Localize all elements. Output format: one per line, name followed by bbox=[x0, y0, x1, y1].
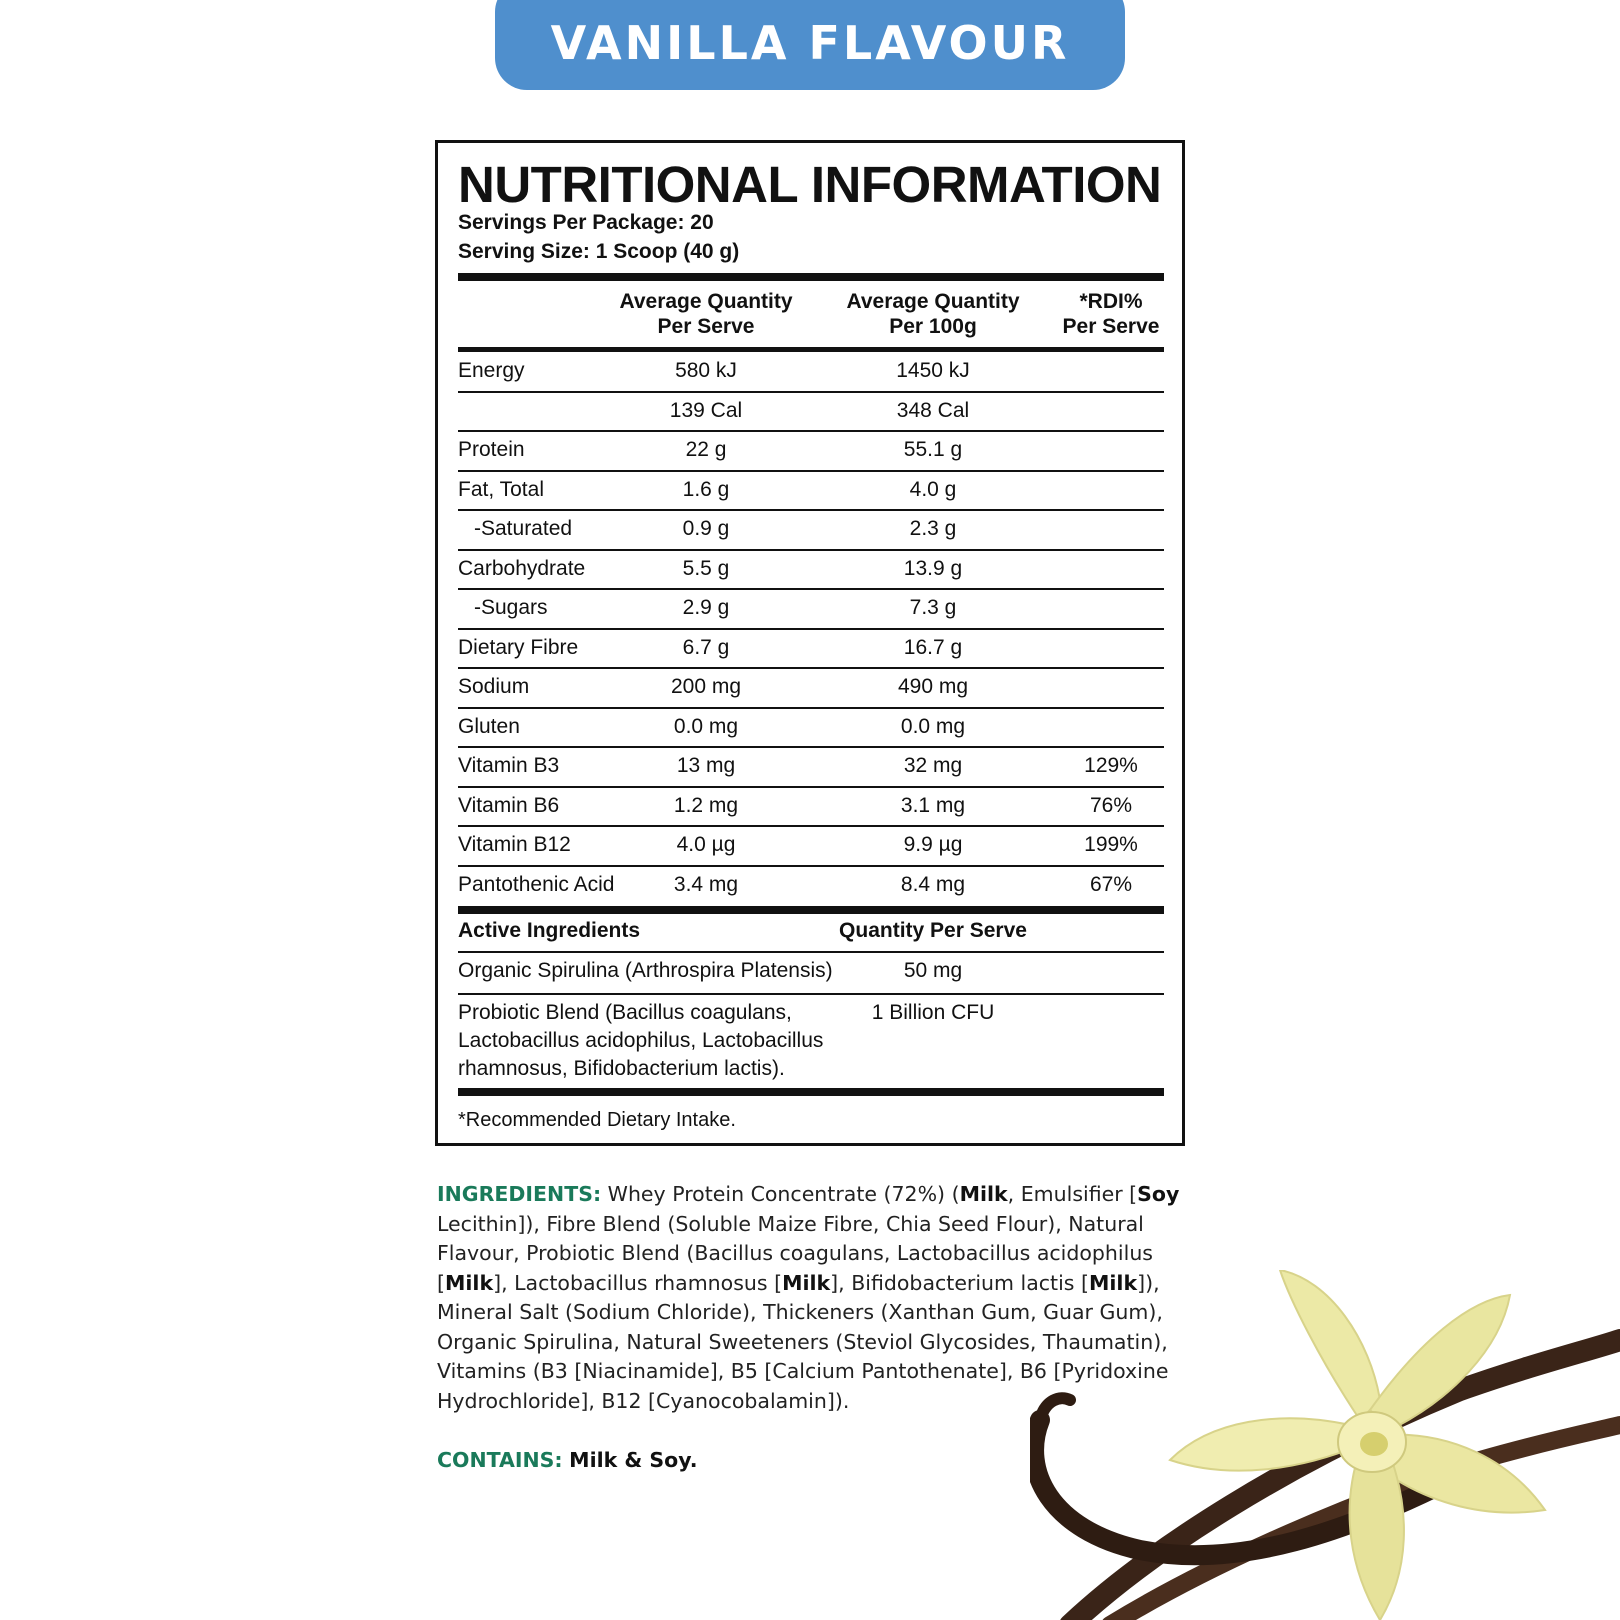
allergen-highlight: Milk bbox=[445, 1270, 494, 1295]
flavour-banner-text: VANILLA FLAVOUR bbox=[550, 16, 1070, 70]
ingredient-text-segment: ], Bifidobacterium lactis [ bbox=[830, 1270, 1089, 1295]
nutrient-rdi: 199% bbox=[1084, 833, 1138, 856]
servings-per-package: Servings Per Package: 20 bbox=[458, 211, 714, 234]
nutrient-rdi: 76% bbox=[1089, 793, 1133, 817]
divider bbox=[458, 993, 1164, 995]
header-rdi-line1: *RDI% bbox=[1079, 290, 1143, 313]
active-row-name: Organic Spirulina (Arthrospira Platensis) bbox=[458, 959, 833, 982]
divider bbox=[458, 951, 1164, 953]
flavour-banner bbox=[495, 0, 1125, 90]
nutrient-per-100g: 348 Cal bbox=[896, 398, 970, 422]
row-divider bbox=[458, 628, 1164, 630]
row-divider bbox=[458, 746, 1164, 748]
row-divider bbox=[458, 430, 1164, 432]
row-divider bbox=[458, 588, 1164, 590]
nutrient-name: Dietary Fibre bbox=[458, 635, 579, 659]
nutrient-name: Vitamin B6 bbox=[458, 793, 560, 817]
nutrient-per-serve: 5.5 g bbox=[682, 556, 730, 580]
row-divider bbox=[458, 470, 1164, 472]
nutrient-per-serve: 2.9 g bbox=[682, 596, 730, 619]
nutrient-name: Fat, Total bbox=[458, 477, 544, 501]
nutrient-per-100g: 9.9 µg bbox=[903, 833, 963, 856]
active-row-name: Probiotic Blend (Bacillus coagulans, Lactobacillus acidophilus, Lactobacillus rhamnosus, Bifidobacterium lactis). bbox=[458, 1001, 824, 1080]
header-rdi bbox=[1063, 289, 1160, 339]
contains-value: Milk & Soy. bbox=[569, 1448, 698, 1472]
row-divider bbox=[458, 865, 1164, 867]
nutrient-per-serve: 0.0 mg bbox=[673, 714, 739, 738]
nutrient-per-serve: 13 mg bbox=[676, 754, 736, 777]
divider bbox=[458, 273, 1164, 281]
divider bbox=[458, 1088, 1164, 1096]
divider bbox=[458, 347, 1164, 352]
nutrient-per-100g: 32 mg bbox=[903, 754, 963, 777]
row-divider bbox=[458, 707, 1164, 709]
nutrient-per-serve: 22 g bbox=[685, 438, 727, 461]
nutrient-per-100g: 8.4 mg bbox=[900, 872, 966, 896]
nutrient-name: Pantothenic Acid bbox=[458, 872, 615, 896]
allergen-highlight: Milk bbox=[1088, 1270, 1138, 1295]
allergen-highlight: Milk bbox=[782, 1270, 831, 1295]
active-row-qty: 50 mg bbox=[903, 959, 963, 982]
allergen-highlight: Milk bbox=[959, 1182, 1008, 1206]
nutrient-per-100g: 7.3 g bbox=[909, 596, 957, 619]
nutrient-name: Carbohydrate bbox=[458, 556, 586, 580]
nutrition-panel bbox=[435, 140, 1185, 1146]
nutrient-per-100g: 13.9 g bbox=[903, 556, 963, 580]
nutrient-per-100g: 2.3 g bbox=[909, 517, 957, 540]
nutrient-per-serve: 1.6 g bbox=[682, 477, 730, 501]
ingredients-label: INGREDIENTS: bbox=[437, 1182, 602, 1206]
header-per-100g-line1: Average Quantity bbox=[846, 290, 1020, 313]
nutrient-per-100g: 1450 kJ bbox=[896, 359, 970, 382]
ingredient-text-segment: ]), Mineral Salt (Sodium Chloride), Thickeners (Xanthan Gum, Guar Gum), Organic Spirulina, Natural Sweeteners (Steviol Glycosides, Thaumatin), Vitamins (B3 [Niacinamide], B5 [Calcium Pantothenate], B6 [Pyridoxine Hydrochloride], B12 [Cyanocobalamin]). bbox=[437, 1270, 1169, 1413]
header-per-100g-line2: Per 100g bbox=[889, 315, 977, 338]
nutrient-per-100g: 0.0 mg bbox=[900, 714, 966, 738]
row-divider bbox=[458, 509, 1164, 511]
nutrient-per-serve: 200 mg bbox=[670, 675, 742, 698]
row-divider bbox=[458, 549, 1164, 551]
contains-label: CONTAINS: bbox=[437, 1448, 563, 1472]
row-divider bbox=[458, 786, 1164, 788]
allergen-highlight: Soy bbox=[1137, 1182, 1180, 1206]
header-per-serve bbox=[619, 289, 792, 339]
panel-title: NUTRITIONAL INFORMATION bbox=[458, 156, 1162, 213]
serving-size: Serving Size: 1 Scoop (40 g) bbox=[458, 240, 740, 263]
header-rdi-line2: Per Serve bbox=[1062, 315, 1160, 338]
ingredient-text-segment: ], Lactobacillus rhamnosus [ bbox=[493, 1270, 783, 1295]
header-per-serve-line1: Average Quantity bbox=[619, 290, 793, 313]
nutrient-name: Sodium bbox=[458, 675, 530, 698]
quantity-per-serve-header: Quantity Per Serve bbox=[839, 919, 1027, 942]
nutrient-name: Vitamin B3 bbox=[458, 754, 560, 777]
vanilla-flower-illustration bbox=[1030, 1270, 1620, 1620]
vanilla-pod bbox=[1040, 1398, 1070, 1420]
row-divider bbox=[458, 667, 1164, 669]
nutrient-name: Energy bbox=[458, 359, 525, 382]
nutrient-per-serve: 580 kJ bbox=[675, 359, 737, 382]
nutrient-per-serve: 3.4 mg bbox=[673, 872, 739, 896]
nutrient-per-serve: 1.2 mg bbox=[673, 793, 739, 817]
ingredient-text-segment: Lecithin]), Fibre Blend (Soluble Maize Fibre, Chia Seed Flour), Natural Flavour, Probiotic Blend (Bacillus coagulans, Lactobacillus acidophilus [ bbox=[437, 1211, 1153, 1295]
active-row-qty: 1 Billion CFU bbox=[871, 1001, 995, 1024]
header-per-100g bbox=[846, 289, 1019, 339]
nutrient-rdi: 67% bbox=[1089, 872, 1133, 896]
nutrient-per-serve: 4.0 µg bbox=[676, 833, 736, 856]
nutrient-per-serve: 6.7 g bbox=[682, 635, 730, 659]
nutrient-per-100g: 4.0 g bbox=[909, 477, 957, 501]
nutrient-per-100g: 55.1 g bbox=[903, 438, 963, 461]
ingredient-text-segment: Whey Protein Concentrate (72%) ( bbox=[601, 1182, 960, 1206]
nutrient-per-serve: 139 Cal bbox=[669, 398, 743, 422]
row-divider bbox=[458, 825, 1164, 827]
nutrient-per-100g: 490 mg bbox=[897, 675, 969, 698]
active-ingredients-header: Active Ingredients bbox=[458, 919, 641, 942]
nutrient-name: -Saturated bbox=[474, 517, 573, 540]
nutrient-name: Gluten bbox=[458, 714, 520, 738]
nutrient-per-100g: 16.7 g bbox=[903, 635, 963, 659]
header-per-serve-line2: Per Serve bbox=[657, 315, 755, 338]
divider bbox=[458, 906, 1164, 914]
ingredient-text-segment: , Emulsifier [ bbox=[1007, 1182, 1138, 1206]
nutrient-per-serve: 0.9 g bbox=[682, 517, 730, 540]
nutrient-name: Vitamin B12 bbox=[458, 833, 571, 856]
nutrient-rdi: 129% bbox=[1084, 754, 1138, 777]
footnote: *Recommended Dietary Intake. bbox=[458, 1109, 736, 1131]
allergen-statement bbox=[437, 1448, 698, 1472]
nutrient-per-100g: 3.1 mg bbox=[900, 793, 966, 817]
row-divider bbox=[458, 391, 1164, 393]
nutrient-name: -Sugars bbox=[474, 596, 548, 619]
nutrient-name: Protein bbox=[458, 438, 525, 461]
